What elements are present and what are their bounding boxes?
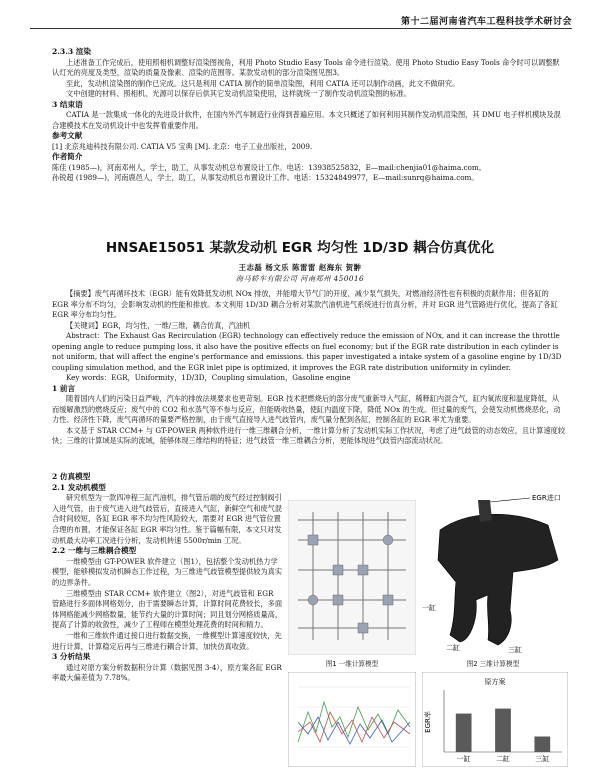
s21-paragraph: 研究机型为一款四冲程三缸汽油机，排气管后端的废气经过控制阀引入进气管，由于废气进入进气歧管后，直接进入气缸，新鲜空气和废气混合时间较短，各缸 EGR 率不均匀性风险较大，需要对 EGR 进气管位置合理的布置，才能保证各缸 EGR 率均匀性。鉴于篇幅有限，本文只对发动机最大功率工况进行分析，发动机转速 5500r/min 工况。 <box>52 493 283 545</box>
figure-2-3d-model <box>418 490 568 655</box>
bar-2 <box>495 709 511 752</box>
paper-authors: 王志磊 杨文乐 陈雷雷 赵海东 贺翀 <box>238 263 362 272</box>
s233-title: 2.3.3 渲染 <box>52 47 91 56</box>
egr-inlet-label: EGR进口 <box>532 494 561 502</box>
s3-analysis-paragraph: 通过对原方案分析数据积分计算（数据见图 3-4），原方案各缸 EGR 率最大偏差值为 7.78%。 <box>52 662 282 683</box>
s21-title: 2.1 发动机模型 <box>52 482 106 492</box>
egr-inlet-pipe <box>478 500 492 522</box>
s1-p1: 随着国内人们的污染日益严峻，汽车的排放法规要求也更苛刻。EGR 技术把燃烧后的部分废气重新导入气缸，稀释缸内混合气，缸内氧浓度和温度降低，从而缓解激烈的燃烧反应；废气中的 CO2 和水蒸气等不参与反应，但能吸收热量，使缸内温度下降，降低 NOx 的生成。但过量的废气，会使发动机燃烧恶化，动力性、经济性下降，废气再循环的量要严格控制，由于废气直接导入进气歧管内，废气量分配到各缸，控制各缸的 EGR 率尤为重要。 <box>52 394 561 424</box>
cylinder-1-label: 一缸 <box>422 604 436 612</box>
keywords-en: Key words：EGR，Uniformity，1D/3D，Coupling simulation，Gasoline engine <box>66 373 351 382</box>
cylinder-3-label: 三缸 <box>508 646 522 654</box>
s22-title: 2.2 一维与三维耦合模型 <box>52 546 137 556</box>
header-rule <box>30 28 572 29</box>
s2-title: 2 仿真模型 <box>52 472 91 481</box>
s22-p1: 一维模型由 GT-POWER 软件建立（图1），包括整个发动机热力学模型，能够模拟发动机瞬态工作过程，为三维进气歧管模型提供较为真实的边界条件。 <box>52 556 283 587</box>
paper-title: HNSAE15051 某款发动机 EGR 均匀性 1D/3D 耦合仿真优化 <box>105 240 495 256</box>
chart-ylabel: EGR率 <box>424 711 432 733</box>
references-title: 参考文献 <box>52 131 83 140</box>
abstract-en: Abstract：The Exhaust Gas Recirculation (EGR) technology can effectively reduce the emission of NOx, and it can increase the throttle opening angle to reduce pumping loss, it also have the positive effects on fuel economy; but if the EGR rate distribution in each cylinder is not uniform, that will affect the engine's performance and emissions. this paper investigated a intake system of a gasoline engine by 1D/3D coupling simulation method, and the EGR inlet pipe is optimized, it improves the EGR rate distribution uniformity in cylinder. <box>52 331 562 372</box>
x-tick-3: 三缸 <box>535 755 550 763</box>
s22-p3: 一维和三维软件通过接口进行数据交换，一维模型计算速度较快，先进行计算，计算稳定后再与三维进行耦合计算，加快仿真收敛。 <box>52 630 282 651</box>
keywords-cn: 【关键词】EGR，均匀性，一维/三维，耦合仿真，汽油机 <box>66 320 251 330</box>
s233-p3: 文中创建的材料、照相机、光源可以保存后供其它发动机渲染使用，这样就统一了制作发动机渲染图的标准。 <box>66 89 412 98</box>
figure-1-caption: 图1 一维计算模型 <box>325 660 379 668</box>
s22-p2: 三维模型由 STAR CCM+ 软件建立（图2），对进气歧管和 EGR 管路进行多面体网格划分，由于需要瞬态计算，计算时间花费较长，多面体网格能减少网格数量，能节约大量的计算时间；同且划分网格质量高，提高了计算的收敛性，减少了工程师在模型处理花费的时间和精力。 <box>52 588 283 630</box>
s233-p2: 至此，发动机渲染图的制作已完成。这只是利用 CATIA 制作的简单渲染图，利用 CATIA 还可以制作动画，此文不做研究。 <box>66 78 460 88</box>
egr-leader-line <box>490 498 530 502</box>
figure-2-caption: 图2 三维计算模型 <box>466 660 520 668</box>
manifold-shape <box>438 514 558 645</box>
figure-4-bar-chart <box>422 672 568 767</box>
author-intro-title: 作者简介 <box>52 152 83 161</box>
chart-title: 原方案 <box>484 678 506 686</box>
abstract-block <box>52 289 566 447</box>
paper-affiliation: 海马轿车有限公司 河南郑州 450016 <box>235 274 365 283</box>
abstract-cn: 【摘要】废气再循环技术（EGR）能有效降低发动机 NOx 排放，并能增大节气门的开度，减少泵气损失，对燃油经济性也有积极的贡献作用；但各缸的 EGR 率分布不均匀，会影响发动机的性能和排放。本文利用 1D/3D 耦合分析对某款汽油机进气系统进行仿真分析，并对 EGR 进气管路进行优化，提高了各缸 EGR 率分布均匀性。 <box>52 289 558 319</box>
x-tick-1: 一缸 <box>456 755 471 763</box>
previous-article <box>52 47 566 184</box>
s3-paragraph: CATIA 是一款集成一体化的先进设计软件，在国内外汽车制造行业得到普遍应用。本文只概述了如何利用其制作发动机渲染图，其 DMU 电子样机模块及混合建模技术在发动机设计中也发挥着重要作用。 <box>52 110 561 130</box>
author-1: 陈佳 (1985—)，河南邓州人，学士，助工，从事发动机总布置设计工作。电话：13938525832，E—mail:chenjia01@haima.com。 <box>52 162 486 172</box>
bar-1 <box>456 714 472 752</box>
figure-1-1d-model <box>288 500 416 655</box>
x-tick-2: 二缸 <box>496 755 510 763</box>
s233-p1: 上述准备工作完成后，使用照相机调整好渲染图视角，利用 Photo Studio Easy Tools 命令进行渲染。使用 Photo Studio Easy Tools 命令时可以调整默认灯光的亮度及类型，渲染的质量及像素、渲染的范围等。某款发动机的部分渲染图见图3。 <box>52 57 560 77</box>
s3-title: 3 结束语 <box>52 99 83 109</box>
figure-3-transient-chart <box>288 672 416 767</box>
s1-p2: 本文基于 STAR CCM+ 与 GT-POWER 两种软件进行一维三维耦合分析，一维计算分析了发动机实际工作状况，考虑了进气歧管的动态效应，且计算速度较快；三维的计算域是实际的流域，能够体现三维结构的特征；进气歧管一维三维耦合分析，更能体现进气歧管内部流动状况。 <box>52 425 566 445</box>
author-2: 孙锐超 (1989—)，河南鹿邑人，学士，助工，从事发动机总布置设计工作。电话：15324849977，E—mail:sunrq@haima.com。 <box>52 173 479 182</box>
cylinder-2-label: 二缸 <box>446 644 460 652</box>
s1-title: 1 前言 <box>52 383 76 393</box>
reference-1: [1] 北京兆迪科技有限公司. CATIA V5 宝典 [M]. 北京：电子工业出版社，2009. <box>52 141 313 151</box>
conference-header: 第十二届河南省汽车工程科技学术研讨会 <box>400 17 572 27</box>
bar-3 <box>534 737 550 753</box>
s3-analysis-title: 3 分析结果 <box>52 652 91 662</box>
left-column <box>52 472 282 684</box>
